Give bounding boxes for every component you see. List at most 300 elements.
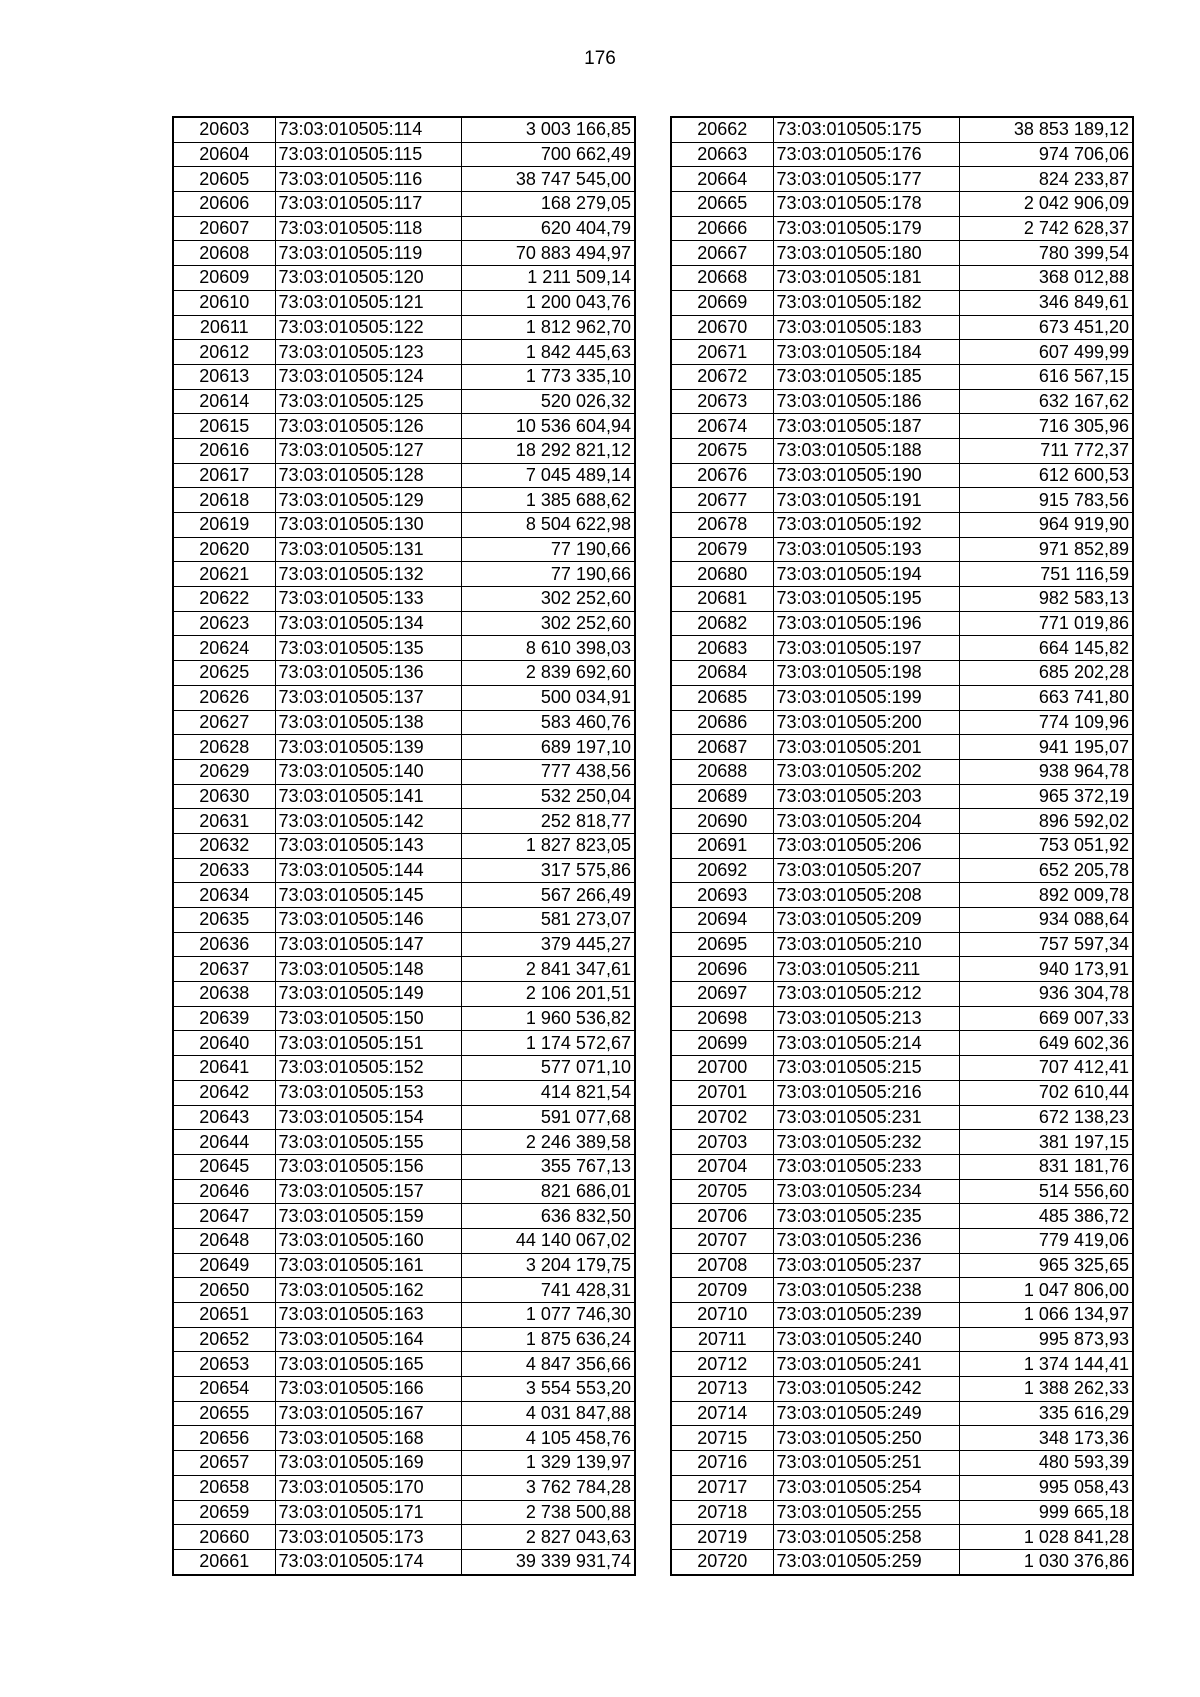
table-row: [671, 611, 1133, 636]
cadastral-number-cell: 73:03:010505:233: [773, 1154, 959, 1179]
table-row: [173, 1031, 635, 1056]
table-row: [173, 685, 635, 710]
table-row: [671, 1500, 1133, 1525]
value-cell: 567 266,49: [461, 883, 635, 908]
value-cell: 2 042 906,09: [959, 192, 1133, 217]
value-cell: 1 030 376,86: [959, 1549, 1133, 1574]
row-number-cell: 20699: [671, 1031, 773, 1056]
cadastral-number-cell: 73:03:010505:143: [275, 833, 461, 858]
row-number-cell: 20684: [671, 661, 773, 686]
cadastral-number-cell: 73:03:010505:142: [275, 809, 461, 834]
row-number-cell: 20638: [173, 982, 275, 1007]
cadastral-number-cell: 73:03:010505:183: [773, 315, 959, 340]
cadastral-number-cell: 73:03:010505:179: [773, 216, 959, 241]
value-cell: 663 741,80: [959, 685, 1133, 710]
value-cell: 38 853 189,12: [959, 117, 1133, 142]
table-row: [173, 513, 635, 538]
row-number-cell: 20656: [173, 1426, 275, 1451]
value-cell: 824 233,87: [959, 167, 1133, 192]
value-cell: 1 875 636,24: [461, 1327, 635, 1352]
table-row: [173, 1401, 635, 1426]
row-number-cell: 20623: [173, 611, 275, 636]
value-cell: 940 173,91: [959, 957, 1133, 982]
value-cell: 685 202,28: [959, 661, 1133, 686]
row-number-cell: 20719: [671, 1525, 773, 1550]
cadastral-number-cell: 73:03:010505:156: [275, 1154, 461, 1179]
row-number-cell: 20608: [173, 241, 275, 266]
row-number-cell: 20611: [173, 315, 275, 340]
value-cell: 607 499,99: [959, 340, 1133, 365]
cadastral-number-cell: 73:03:010505:240: [773, 1327, 959, 1352]
cadastral-number-cell: 73:03:010505:232: [773, 1130, 959, 1155]
value-cell: 936 304,78: [959, 982, 1133, 1007]
value-cell: 1 842 445,63: [461, 340, 635, 365]
cadastral-number-cell: 73:03:010505:231: [773, 1105, 959, 1130]
cadastral-number-cell: 73:03:010505:196: [773, 611, 959, 636]
cadastral-number-cell: 73:03:010505:195: [773, 587, 959, 612]
table-row: [671, 883, 1133, 908]
value-cell: 520 026,32: [461, 389, 635, 414]
table-row: [173, 1105, 635, 1130]
value-cell: 302 252,60: [461, 587, 635, 612]
cadastral-number-cell: 73:03:010505:187: [773, 414, 959, 439]
value-cell: 974 706,06: [959, 142, 1133, 167]
cadastral-number-cell: 73:03:010505:131: [275, 537, 461, 562]
cadastral-number-cell: 73:03:010505:238: [773, 1278, 959, 1303]
table-row: [173, 192, 635, 217]
cadastral-number-cell: 73:03:010505:236: [773, 1228, 959, 1253]
value-cell: 702 610,44: [959, 1080, 1133, 1105]
table-row: [671, 463, 1133, 488]
value-cell: 664 145,82: [959, 636, 1133, 661]
row-number-cell: 20661: [173, 1549, 275, 1574]
value-cell: 38 747 545,00: [461, 167, 635, 192]
row-number-cell: 20698: [671, 1006, 773, 1031]
cadastral-number-cell: 73:03:010505:193: [773, 537, 959, 562]
value-cell: 1 960 536,82: [461, 1006, 635, 1031]
row-number-cell: 20659: [173, 1500, 275, 1525]
row-number-cell: 20616: [173, 438, 275, 463]
value-cell: 1 374 144,41: [959, 1352, 1133, 1377]
cadastral-number-cell: 73:03:010505:203: [773, 784, 959, 809]
value-cell: 821 686,01: [461, 1179, 635, 1204]
cadastral-number-cell: 73:03:010505:115: [275, 142, 461, 167]
row-number-cell: 20696: [671, 957, 773, 982]
value-cell: 3 554 553,20: [461, 1377, 635, 1402]
table-row: [173, 784, 635, 809]
row-number-cell: 20658: [173, 1475, 275, 1500]
table-row: [173, 809, 635, 834]
row-number-cell: 20622: [173, 587, 275, 612]
cadastral-number-cell: 73:03:010505:167: [275, 1401, 461, 1426]
value-cell: 632 167,62: [959, 389, 1133, 414]
right-table: [670, 116, 1134, 1576]
value-cell: 3 204 179,75: [461, 1253, 635, 1278]
cadastral-number-cell: 73:03:010505:127: [275, 438, 461, 463]
table-row: [173, 759, 635, 784]
table-row: [671, 1031, 1133, 1056]
cadastral-number-cell: 73:03:010505:207: [773, 858, 959, 883]
table-row: [671, 1426, 1133, 1451]
value-cell: 649 602,36: [959, 1031, 1133, 1056]
cadastral-number-cell: 73:03:010505:211: [773, 957, 959, 982]
value-cell: 379 445,27: [461, 932, 635, 957]
cadastral-number-cell: 73:03:010505:192: [773, 513, 959, 538]
value-cell: 1 077 746,30: [461, 1303, 635, 1328]
row-number-cell: 20607: [173, 216, 275, 241]
value-cell: 8 504 622,98: [461, 513, 635, 538]
row-number-cell: 20655: [173, 1401, 275, 1426]
cadastral-number-cell: 73:03:010505:171: [275, 1500, 461, 1525]
row-number-cell: 20636: [173, 932, 275, 957]
value-cell: 583 460,76: [461, 710, 635, 735]
table-row: [671, 562, 1133, 587]
cadastral-number-cell: 73:03:010505:135: [275, 636, 461, 661]
value-cell: 892 009,78: [959, 883, 1133, 908]
cadastral-number-cell: 73:03:010505:237: [773, 1253, 959, 1278]
table-row: [671, 1377, 1133, 1402]
cadastral-number-cell: 73:03:010505:182: [773, 290, 959, 315]
row-number-cell: 20609: [173, 266, 275, 291]
row-number-cell: 20628: [173, 735, 275, 760]
row-number-cell: 20644: [173, 1130, 275, 1155]
cadastral-number-cell: 73:03:010505:123: [275, 340, 461, 365]
table-row: [671, 266, 1133, 291]
row-number-cell: 20667: [671, 241, 773, 266]
table-row: [173, 957, 635, 982]
table-row: [173, 1056, 635, 1081]
cadastral-number-cell: 73:03:010505:249: [773, 1401, 959, 1426]
table-row: [671, 167, 1133, 192]
value-cell: 711 772,37: [959, 438, 1133, 463]
value-cell: 346 849,61: [959, 290, 1133, 315]
cadastral-number-cell: 73:03:010505:139: [275, 735, 461, 760]
value-cell: 757 597,34: [959, 932, 1133, 957]
table-row: [671, 1327, 1133, 1352]
cadastral-number-cell: 73:03:010505:180: [773, 241, 959, 266]
row-number-cell: 20657: [173, 1451, 275, 1476]
value-cell: 2 246 389,58: [461, 1130, 635, 1155]
table-row: [173, 1426, 635, 1451]
table-row: [671, 908, 1133, 933]
row-number-cell: 20643: [173, 1105, 275, 1130]
row-number-cell: 20681: [671, 587, 773, 612]
row-number-cell: 20710: [671, 1303, 773, 1328]
row-number-cell: 20654: [173, 1377, 275, 1402]
cadastral-number-cell: 73:03:010505:144: [275, 858, 461, 883]
row-number-cell: 20627: [173, 710, 275, 735]
table-row: [173, 611, 635, 636]
row-number-cell: 20676: [671, 463, 773, 488]
row-number-cell: 20713: [671, 1377, 773, 1402]
table-row: [671, 488, 1133, 513]
table-row: [173, 1352, 635, 1377]
table-row: [173, 463, 635, 488]
cadastral-number-cell: 73:03:010505:166: [275, 1377, 461, 1402]
cadastral-number-cell: 73:03:010505:136: [275, 661, 461, 686]
value-cell: 10 536 604,94: [461, 414, 635, 439]
table-row: [671, 1352, 1133, 1377]
row-number-cell: 20613: [173, 364, 275, 389]
row-number-cell: 20632: [173, 833, 275, 858]
table-row: [671, 1451, 1133, 1476]
row-number-cell: 20635: [173, 908, 275, 933]
cadastral-number-cell: 73:03:010505:188: [773, 438, 959, 463]
value-cell: 1 773 335,10: [461, 364, 635, 389]
table-row: [671, 216, 1133, 241]
row-number-cell: 20674: [671, 414, 773, 439]
row-number-cell: 20604: [173, 142, 275, 167]
cadastral-number-cell: 73:03:010505:208: [773, 883, 959, 908]
row-number-cell: 20711: [671, 1327, 773, 1352]
table-row: [671, 1525, 1133, 1550]
row-number-cell: 20677: [671, 488, 773, 513]
value-cell: 1 329 139,97: [461, 1451, 635, 1476]
table-row: [671, 1204, 1133, 1229]
row-number-cell: 20691: [671, 833, 773, 858]
cadastral-number-cell: 73:03:010505:153: [275, 1080, 461, 1105]
row-number-cell: 20620: [173, 537, 275, 562]
cadastral-number-cell: 73:03:010505:254: [773, 1475, 959, 1500]
row-number-cell: 20617: [173, 463, 275, 488]
table-row: [173, 1525, 635, 1550]
row-number-cell: 20640: [173, 1031, 275, 1056]
cadastral-number-cell: 73:03:010505:194: [773, 562, 959, 587]
cadastral-number-cell: 73:03:010505:148: [275, 957, 461, 982]
value-cell: 4 847 356,66: [461, 1352, 635, 1377]
row-number-cell: 20671: [671, 340, 773, 365]
cadastral-number-cell: 73:03:010505:157: [275, 1179, 461, 1204]
row-number-cell: 20715: [671, 1426, 773, 1451]
cadastral-number-cell: 73:03:010505:181: [773, 266, 959, 291]
table-row: [173, 1278, 635, 1303]
table-row: [173, 1204, 635, 1229]
row-number-cell: 20625: [173, 661, 275, 686]
table-row: [671, 710, 1133, 735]
row-number-cell: 20630: [173, 784, 275, 809]
value-cell: 774 109,96: [959, 710, 1133, 735]
table-row: [671, 1154, 1133, 1179]
value-cell: 485 386,72: [959, 1204, 1133, 1229]
value-cell: 317 575,86: [461, 858, 635, 883]
row-number-cell: 20649: [173, 1253, 275, 1278]
row-number-cell: 20706: [671, 1204, 773, 1229]
row-number-cell: 20605: [173, 167, 275, 192]
value-cell: 77 190,66: [461, 562, 635, 587]
row-number-cell: 20673: [671, 389, 773, 414]
cadastral-number-cell: 73:03:010505:204: [773, 809, 959, 834]
value-cell: 831 181,76: [959, 1154, 1133, 1179]
table-row: [671, 438, 1133, 463]
table-row: [671, 957, 1133, 982]
value-cell: 381 197,15: [959, 1130, 1133, 1155]
cadastral-number-cell: 73:03:010505:149: [275, 982, 461, 1007]
value-cell: 44 140 067,02: [461, 1228, 635, 1253]
cadastral-number-cell: 73:03:010505:164: [275, 1327, 461, 1352]
row-number-cell: 20700: [671, 1056, 773, 1081]
value-cell: 934 088,64: [959, 908, 1133, 933]
value-cell: 777 438,56: [461, 759, 635, 784]
value-cell: 414 821,54: [461, 1080, 635, 1105]
table-row: [671, 1475, 1133, 1500]
table-row: [173, 389, 635, 414]
row-number-cell: 20647: [173, 1204, 275, 1229]
row-number-cell: 20603: [173, 117, 275, 142]
value-cell: 3 762 784,28: [461, 1475, 635, 1500]
value-cell: 780 399,54: [959, 241, 1133, 266]
table-row: [173, 488, 635, 513]
table-row: [671, 587, 1133, 612]
table-row: [671, 340, 1133, 365]
value-cell: 2 841 347,61: [461, 957, 635, 982]
table-row: [671, 192, 1133, 217]
value-cell: 3 003 166,85: [461, 117, 635, 142]
table-row: [173, 340, 635, 365]
row-number-cell: 20618: [173, 488, 275, 513]
value-cell: 1 827 823,05: [461, 833, 635, 858]
table-row: [671, 1228, 1133, 1253]
table-row: [671, 290, 1133, 315]
cadastral-number-cell: 73:03:010505:185: [773, 364, 959, 389]
row-number-cell: 20619: [173, 513, 275, 538]
row-number-cell: 20695: [671, 932, 773, 957]
table-row: [173, 1549, 635, 1574]
row-number-cell: 20670: [671, 315, 773, 340]
table-row: [173, 290, 635, 315]
value-cell: 1 812 962,70: [461, 315, 635, 340]
table-row: [671, 315, 1133, 340]
row-number-cell: 20631: [173, 809, 275, 834]
cadastral-number-cell: 73:03:010505:202: [773, 759, 959, 784]
table-row: [671, 735, 1133, 760]
value-cell: 779 419,06: [959, 1228, 1133, 1253]
value-cell: 753 051,92: [959, 833, 1133, 858]
cadastral-number-cell: 73:03:010505:122: [275, 315, 461, 340]
value-cell: 896 592,02: [959, 809, 1133, 834]
table-row: [173, 1451, 635, 1476]
table-row: [671, 241, 1133, 266]
table-row: [173, 1500, 635, 1525]
table-row: [173, 1006, 635, 1031]
value-cell: 368 012,88: [959, 266, 1133, 291]
row-number-cell: 20639: [173, 1006, 275, 1031]
value-cell: 612 600,53: [959, 463, 1133, 488]
value-cell: 39 339 931,74: [461, 1549, 635, 1574]
table-row: [671, 364, 1133, 389]
cadastral-number-cell: 73:03:010505:160: [275, 1228, 461, 1253]
table-row: [671, 1401, 1133, 1426]
row-number-cell: 20701: [671, 1080, 773, 1105]
cadastral-number-cell: 73:03:010505:146: [275, 908, 461, 933]
row-number-cell: 20663: [671, 142, 773, 167]
cadastral-number-cell: 73:03:010505:133: [275, 587, 461, 612]
row-number-cell: 20669: [671, 290, 773, 315]
cadastral-number-cell: 73:03:010505:241: [773, 1352, 959, 1377]
cadastral-number-cell: 73:03:010505:150: [275, 1006, 461, 1031]
table-row: [671, 982, 1133, 1007]
value-cell: 168 279,05: [461, 192, 635, 217]
row-number-cell: 20694: [671, 908, 773, 933]
row-number-cell: 20626: [173, 685, 275, 710]
table-row: [173, 241, 635, 266]
value-cell: 636 832,50: [461, 1204, 635, 1229]
row-number-cell: 20705: [671, 1179, 773, 1204]
row-number-cell: 20641: [173, 1056, 275, 1081]
value-cell: 995 873,93: [959, 1327, 1133, 1352]
left-table: [172, 116, 636, 1576]
cadastral-number-cell: 73:03:010505:209: [773, 908, 959, 933]
row-number-cell: 20610: [173, 290, 275, 315]
cadastral-number-cell: 73:03:010505:137: [275, 685, 461, 710]
table-row: [173, 858, 635, 883]
cadastral-number-cell: 73:03:010505:126: [275, 414, 461, 439]
row-number-cell: 20642: [173, 1080, 275, 1105]
table-row: [173, 1154, 635, 1179]
row-number-cell: 20624: [173, 636, 275, 661]
value-cell: 1 028 841,28: [959, 1525, 1133, 1550]
row-number-cell: 20645: [173, 1154, 275, 1179]
cadastral-number-cell: 73:03:010505:251: [773, 1451, 959, 1476]
table-row: [671, 414, 1133, 439]
cadastral-number-cell: 73:03:010505:177: [773, 167, 959, 192]
row-number-cell: 20612: [173, 340, 275, 365]
table-row: [173, 1130, 635, 1155]
value-cell: 995 058,43: [959, 1475, 1133, 1500]
cadastral-number-cell: 73:03:010505:201: [773, 735, 959, 760]
row-number-cell: 20662: [671, 117, 773, 142]
value-cell: 1 047 806,00: [959, 1278, 1133, 1303]
cadastral-number-cell: 73:03:010505:258: [773, 1525, 959, 1550]
cadastral-number-cell: 73:03:010505:152: [275, 1056, 461, 1081]
value-cell: 18 292 821,12: [461, 438, 635, 463]
cadastral-number-cell: 73:03:010505:216: [773, 1080, 959, 1105]
cadastral-number-cell: 73:03:010505:159: [275, 1204, 461, 1229]
table-row: [671, 685, 1133, 710]
table-row: [671, 513, 1133, 538]
cadastral-number-cell: 73:03:010505:213: [773, 1006, 959, 1031]
value-cell: 2 742 628,37: [959, 216, 1133, 241]
cadastral-number-cell: 73:03:010505:190: [773, 463, 959, 488]
cadastral-number-cell: 73:03:010505:178: [773, 192, 959, 217]
cadastral-number-cell: 73:03:010505:151: [275, 1031, 461, 1056]
value-cell: 1 211 509,14: [461, 266, 635, 291]
table-row: [173, 661, 635, 686]
cadastral-number-cell: 73:03:010505:184: [773, 340, 959, 365]
value-cell: 591 077,68: [461, 1105, 635, 1130]
row-number-cell: 20629: [173, 759, 275, 784]
table-row: [173, 438, 635, 463]
table-row: [173, 587, 635, 612]
row-number-cell: 20704: [671, 1154, 773, 1179]
value-cell: 620 404,79: [461, 216, 635, 241]
cadastral-number-cell: 73:03:010505:250: [773, 1426, 959, 1451]
cadastral-number-cell: 73:03:010505:215: [773, 1056, 959, 1081]
cadastral-number-cell: 73:03:010505:175: [773, 117, 959, 142]
value-cell: 514 556,60: [959, 1179, 1133, 1204]
cadastral-number-cell: 73:03:010505:255: [773, 1500, 959, 1525]
cadastral-number-cell: 73:03:010505:147: [275, 932, 461, 957]
cadastral-number-cell: 73:03:010505:118: [275, 216, 461, 241]
table-row: [671, 833, 1133, 858]
row-number-cell: 20637: [173, 957, 275, 982]
row-number-cell: 20665: [671, 192, 773, 217]
value-cell: 1 385 688,62: [461, 488, 635, 513]
cadastral-number-cell: 73:03:010505:234: [773, 1179, 959, 1204]
row-number-cell: 20709: [671, 1278, 773, 1303]
value-cell: 689 197,10: [461, 735, 635, 760]
row-number-cell: 20688: [671, 759, 773, 784]
value-cell: 771 019,86: [959, 611, 1133, 636]
